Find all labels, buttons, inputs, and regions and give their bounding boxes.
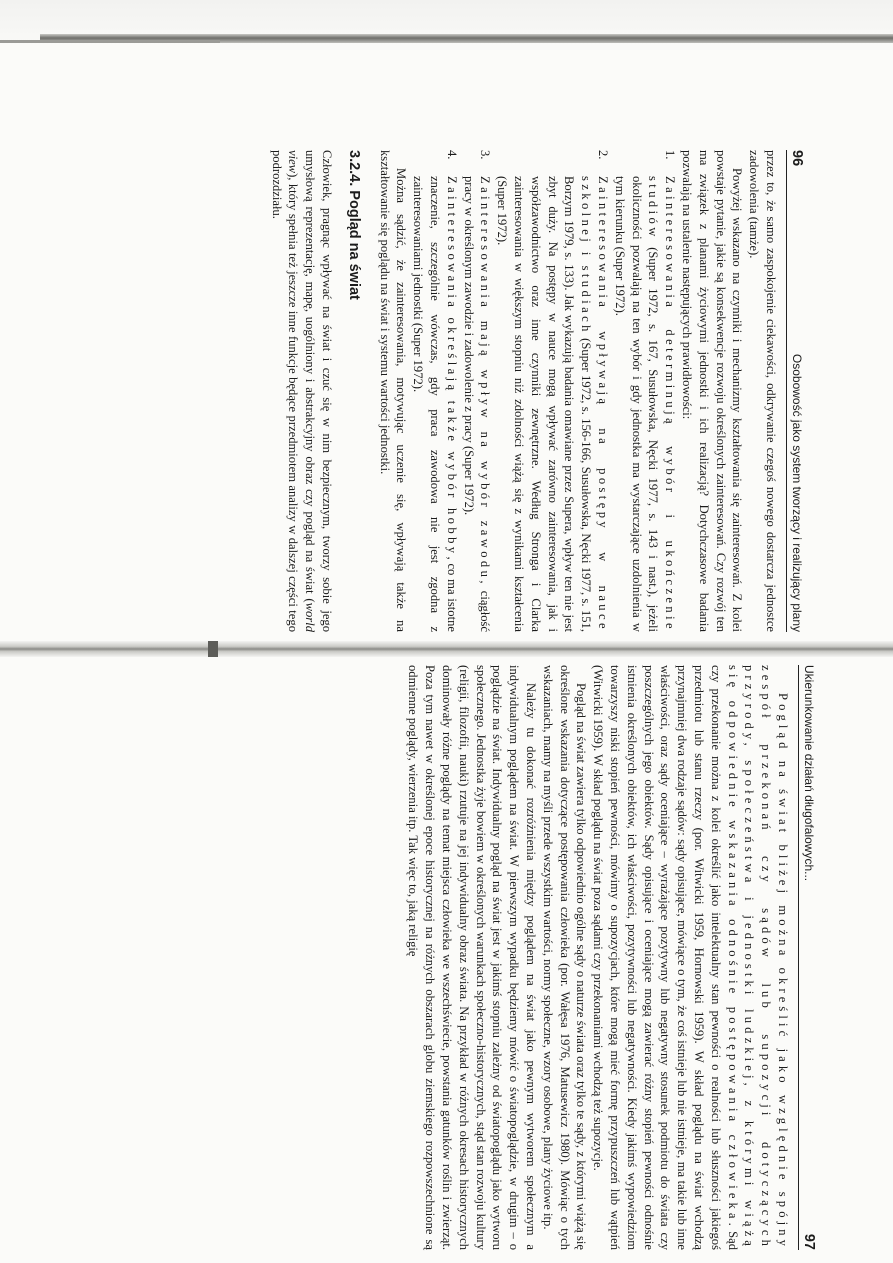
list-item bbox=[460, 150, 494, 632]
list-text: , co ma istotne znaczenie, szczególnie wówczas, gdy praca zawodowa nie jest zgodna z zainteresowaniami jednostki (Super 1972). bbox=[411, 176, 459, 632]
spaced-emphasis: Zainteresowania określają także wybór hobby bbox=[444, 176, 459, 557]
text-run: Człowiek, pragnąc wpływać na świat i czuć się w nim bezpiecznym, tworzy sobie jego umysłową reprezentację, mapę, uogólniony i abstrakcyjny obraz czy pogląd na świat ( bbox=[303, 150, 335, 632]
scan-top-margin bbox=[0, 0, 893, 52]
scan-page-edge-shadow bbox=[0, 40, 220, 43]
page-body bbox=[268, 150, 779, 632]
list-number: 2. bbox=[596, 150, 611, 160]
spaced-emphasis: Zainteresowania wpływają na postępy w nauce szkolnej i studiach bbox=[579, 176, 611, 632]
text-run: . Sąd czy przekonanie można z kolei określić jako intelektualny stan pewności o realności lub słuszności jakiegoś przedmiotu lub stanu rzeczy (por. Witwicki 1959, Hornowski 1959). W skład poglądu na świat wchodzą przynajmniej dwa rodzaje sądów: sądy opisujące, mówiące o tym, że coś istnieje lub nie istnieje, ma takie lub inne właściwości, oraz sądy oceniające – wyrażające pozytywny lub negatywny stosunek podmiotu do świata czy poszczególnych jego obiektów. Sądy opisujące i oceniające mogą zawierać różny stopień pewności odnośnie istnienia określonych obiektów, ich właściwości, pozytywności lub negatywności. Kiedy jakimś wypowiedziom towarzyszy niski stopień pewności, mówimy o supozycjach, które mogą mieć formę przypuszczeń lub wątpień (Witwicki 1959). W skład poglądu na świat poza sądami czy przekonaniami wchodzą też supozycje. bbox=[591, 665, 740, 1250]
page-header bbox=[786, 150, 805, 632]
list-number: 1. bbox=[663, 150, 678, 160]
list-number: 3. bbox=[478, 150, 493, 160]
list-text: (Super 1972, s. 167, Susułowska, Nęcki 1977, s. 143 i nast.), jeżeli okoliczności pozwalają na ten wybór i gdy jednostka ma wystarczające uzdolnienia w tym kierunku (Super 1972). bbox=[612, 176, 661, 632]
running-header: Ukierunkowanie działań długofalowych... bbox=[802, 665, 816, 882]
page-96 bbox=[268, 150, 805, 632]
list-number: 4. bbox=[444, 150, 459, 160]
spaced-emphasis: Pogląd na świat bliżej można określić jako względnie spójny zespół przekonań czy sądów lub supozycji dotyczących przyrody, społeczeństwa i jednostki ludzkiej, z którymi wiążą się odpowiednie wskazania odnośnie postępowania człowieka bbox=[725, 665, 790, 1250]
running-header: Osobowość jako system tworzący i realizujący plany bbox=[790, 353, 804, 632]
page-number: 97 bbox=[801, 1233, 817, 1250]
paragraph: Pogląd na świat zawiera tylko odpowiednio ogólne sądy o naturze świata oraz tylko te sądy, z którymi wiążą się określone wskazania dotyczące postępowania człowieka (por. Wałęsa 1976, Matusewicz 1980). Mówiąc o tych wskazaniach, mamy na myśli przede wszystkim wartości, normy społeczne, wzory osobowe, plany życiowe itp. bbox=[540, 665, 589, 1250]
findings-list bbox=[409, 150, 678, 632]
section-heading: 3.2.4. Pogląd na świat bbox=[345, 150, 362, 300]
list-item bbox=[493, 150, 611, 632]
paragraph: Należy tu dokonać rozróżnienia między poglądem na świat jako pewnym wytworem społecznym a indywidualnym poglądem na świat. W pierwszym wypadku będziemy mówić o światopoglądzie, w drugim – o poglądzie na świat. Indywidualny pogląd na świat jest w jakimś stopniu zależny od światopoglądu jako wytworu społecznego. Jednostka żyje bowiem w określonych warunkach społeczno-historycznych, stąd stan rozwoju kultury (religii, filozofii, nauki) rzutuje na jej indywidualny obraz świata. Na przykład w różnych okresach historycznych dominowały różne poglądy na temat miejsca człowieka we wszechświecie, powstania gatunków roślin i zwierząt. Poza tym nawet w określonej epoce historycznej na różnych obszarach globu ziemskiego rozpowszechnione są odmienne poglądy, wierzenia itp. Tak więc to, jaką religię bbox=[406, 665, 539, 1250]
page-number: 96 bbox=[789, 150, 805, 167]
list-item bbox=[611, 150, 678, 632]
closing-paragraph: Można sądzić, że zainteresowania, motywując uczenie się, wpływają także na kształtowanie się poglądu na świat i systemu wartości jednostki. bbox=[377, 150, 409, 632]
page-body bbox=[405, 665, 791, 1250]
italic-term: world view bbox=[286, 150, 318, 632]
spaced-emphasis: Zainteresowania mają wpływ na wybór zawodu bbox=[478, 176, 493, 581]
list-text: (Super 1972, s. 156-166, Susułowska, Nęcki 1977, s. 151, Borzym 1979, s. 133). Jak wykazują badania omawiane przez Supera, wpływ ten nie jest zbyt duży. Na postępy w nauce mogą wpływać zarówno zainteresowania, jak i współzawodnictwo oraz inne czynniki zewnętrzne. Według Stronga i Clarka zainteresowania w większym stopniu niż zdolności wiążą się z wynikami kształcenia (Super 1972). bbox=[495, 176, 594, 632]
intro-paragraph: przez to, że samo zaspokojenie ciekawości, odkrywanie czegoś nowego dostarcza jednostce zadowolenia (tamże). bbox=[747, 150, 778, 632]
book-spine-gutter bbox=[0, 641, 893, 657]
text-run: ), który spełnia też jeszcze inne funkcje będące przedmiotem analizy w dalszej części tego podrozdziału. bbox=[269, 150, 301, 632]
section-paragraph bbox=[268, 150, 335, 632]
page-97 bbox=[405, 665, 817, 1250]
list-item bbox=[409, 150, 459, 632]
page-header bbox=[798, 665, 817, 1250]
book-spine-mark bbox=[208, 641, 218, 657]
list-text: , ciągłość pracy w określonym zawodzie i zadowolenie z pracy (Super 1972). bbox=[461, 176, 493, 633]
paragraph bbox=[589, 665, 791, 1250]
spaced-emphasis: Zainteresowania determinują wybór i ukończenie studiów bbox=[646, 176, 678, 632]
paragraph: Powyżej wskazano na czynniki i mechanizmy kształtowania się zainteresowań. Z kolei powstaje pytanie, jakie są konsekwencje rozwoju określonych zainteresowań. Czy rozwój ten ma związek z planami życiowymi jednostki i ich realizacją? Dotychczasowe badania pozwalają na ustalenie następujących prawidłowości: bbox=[680, 150, 745, 632]
